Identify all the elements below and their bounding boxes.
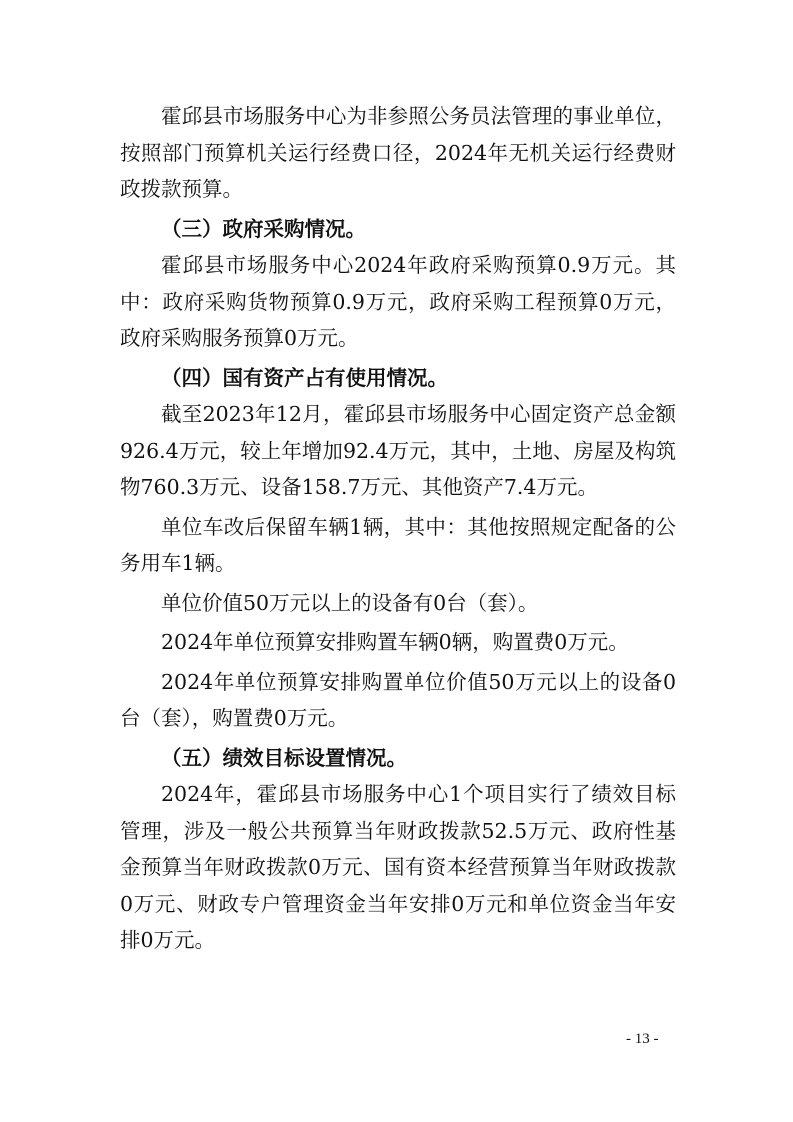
- paragraph-fixed-assets: 截至2023年12月，霍邱县市场服务中心固定资产总金额926.4万元，较上年增加92.4万元，其中，土地、房屋及构筑物760.3万元、设备158.7万元、其他资产7.4万元。: [120, 402, 676, 499]
- document-body: [120, 98, 676, 959]
- heading-government-procurement: （三）政府采购情况。: [161, 216, 366, 241]
- heading-state-assets: （四）国有资产占有使用情况。: [161, 365, 448, 390]
- paragraph-procurement-budget: 霍邱县市场服务中心2024年政府采购预算0.9万元。其中：政府采购货物预算0.9万元，政府采购工程预算0万元，政府采购服务预算0万元。: [120, 253, 676, 350]
- paragraph-equipment-purchase: 2024年单位预算安排购置单位价值50万元以上的设备0台（套），购置费0万元。: [120, 669, 676, 730]
- heading-performance-goals: （五）绩效目标设置情况。: [161, 745, 407, 770]
- paragraph-vehicles: 单位车改后保留车辆1辆，其中：其他按照规定配备的公务用车1辆。: [120, 514, 676, 575]
- paragraph-equipment: 单位价值50万元以上的设备有0台（套）。: [161, 590, 539, 615]
- page-number: - 13 -: [626, 1031, 659, 1047]
- paragraph-performance-management: 2024年，霍邱县市场服务中心1个项目实行了绩效目标管理，涉及一般公共预算当年财政拨款52.5万元、政府性基金预算当年财政拨款0万元、国有资本经营预算当年财政拨款0万元、财政专户管理资金当年安排0万元和单位资金当年安排0万元。: [120, 782, 676, 952]
- paragraph-admin-expenses: 霍邱县市场服务中心为非参照公务员法管理的事业单位，按照部门预算机关运行经费口径，2024年无机关运行经费财政拨款预算。: [120, 104, 676, 201]
- paragraph-vehicle-purchase: 2024年单位预算安排购置车辆0辆，购置费0万元。: [161, 630, 629, 654]
